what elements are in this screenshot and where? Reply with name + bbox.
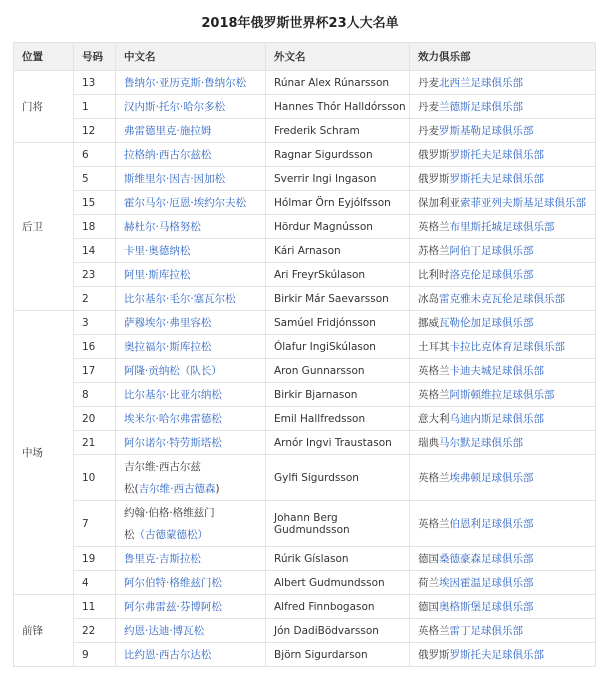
chinese-name-link[interactable]: 拉格纳·西古尔兹松 [116, 143, 266, 167]
club-country: 德国 [418, 553, 439, 565]
chinese-name-link[interactable]: 比尔基尔·比亚尔纳松 [116, 383, 266, 407]
foreign-name-cell: Rúrik Gíslason [266, 547, 410, 571]
club-cell [410, 407, 596, 431]
club-cell [410, 359, 596, 383]
table-row [14, 119, 596, 143]
club-cell [410, 643, 596, 667]
chinese-name-link[interactable]: 比尔基尔·毛尔·塞瓦尔松 [116, 287, 266, 311]
club-country: 土耳其 [418, 341, 450, 353]
foreign-name-cell: Rúnar Alex Rúnarsson [266, 71, 410, 95]
club-link[interactable]: 阿伯丁足球俱乐部 [449, 245, 534, 257]
club-link[interactable]: 卡拉比克体育足球俱乐部 [449, 341, 565, 353]
club-country: 瑞典 [418, 437, 439, 449]
foreign-name-cell: Gylfi Sigurdsson [266, 455, 410, 501]
foreign-name-cell: Emil Hallfredsson [266, 407, 410, 431]
club-country: 荷兰 [418, 577, 439, 589]
club-cell [410, 119, 596, 143]
club-country: 丹麦 [418, 125, 439, 137]
chinese-name-link[interactable]: 鲁纳尔·亚历克斯·鲁纳尔松 [116, 71, 266, 95]
club-link[interactable]: 奥格斯堡足球俱乐部 [439, 601, 534, 613]
chinese-name-cell [116, 501, 266, 547]
chinese-name-link[interactable]: 比约恩·西古尔达松 [116, 643, 266, 667]
foreign-name-cell: Frederik Schram [266, 119, 410, 143]
club-cell [410, 501, 596, 547]
club-cell [410, 239, 596, 263]
club-link[interactable]: 罗斯托夫足球俱乐部 [449, 173, 544, 185]
club-country: 挪威 [418, 317, 439, 329]
foreign-name-cell: Alfred Finnbogason [266, 595, 410, 619]
club-country: 冰岛 [418, 293, 439, 305]
club-link[interactable]: 洛克伦足球俱乐部 [449, 269, 534, 281]
table-row [14, 619, 596, 643]
chinese-name-link[interactable]: 阿尔弗雷兹·芬博阿松 [116, 595, 266, 619]
number-cell: 23 [74, 263, 116, 287]
position-cell: 门将 [14, 71, 74, 143]
club-country: 丹麦 [418, 101, 439, 113]
foreign-name-cell: Kári Arnason [266, 239, 410, 263]
position-cell: 后卫 [14, 143, 74, 311]
club-link[interactable]: 乌迪内斯足球俱乐部 [449, 413, 544, 425]
foreign-name-cell: Arnór Ingvi Traustason [266, 431, 410, 455]
table-row [14, 239, 596, 263]
club-link[interactable]: 马尔默足球俱乐部 [439, 437, 523, 449]
number-cell: 21 [74, 431, 116, 455]
foreign-name-cell: Aron Gunnarsson [266, 359, 410, 383]
position-cell: 中场 [14, 311, 74, 595]
club-country: 英格兰 [418, 472, 450, 484]
club-cell [410, 311, 596, 335]
table-row [14, 263, 596, 287]
club-link[interactable]: 埃弗顿足球俱乐部 [449, 472, 534, 484]
club-cell [410, 287, 596, 311]
roster-table [13, 42, 596, 667]
foreign-name-cell: Birkir Már Saevarsson [266, 287, 410, 311]
chinese-name-text: 松 [124, 528, 135, 541]
table-row [14, 455, 596, 501]
club-link[interactable]: 伯恩利足球俱乐部 [449, 518, 534, 530]
number-cell: 19 [74, 547, 116, 571]
column-header-number: 号码 [74, 43, 116, 71]
chinese-name-text: 吉尔维·西古尔兹 [124, 460, 201, 473]
foreign-name-cell: Ólafur IngiSkúlason [266, 335, 410, 359]
club-cell [410, 571, 596, 595]
club-country: 俄罗斯 [418, 649, 450, 661]
column-header-position: 位置 [14, 43, 74, 71]
club-cell [410, 215, 596, 239]
club-country: 英格兰 [418, 625, 450, 637]
chinese-name-link[interactable]: 鲁里克·吉斯拉松 [116, 547, 266, 571]
chinese-name-link[interactable]: 吉尔维·西古德森 [138, 482, 216, 495]
club-link[interactable]: 雷丁足球俱乐部 [449, 625, 523, 637]
header-row [14, 43, 596, 71]
club-country: 英格兰 [418, 221, 450, 233]
foreign-name-cell: Ari FreyrSkúlason [266, 263, 410, 287]
chinese-name-link[interactable]: 汉内斯·托尔·哈尔多松 [116, 95, 266, 119]
column-header-club: 效力俱乐部 [410, 43, 596, 71]
number-cell: 7 [74, 501, 116, 547]
club-link[interactable]: 雷克雅未克瓦伦足球俱乐部 [439, 293, 565, 305]
table-row [14, 215, 596, 239]
number-cell: 18 [74, 215, 116, 239]
club-link[interactable]: 布里斯托城足球俱乐部 [449, 221, 555, 233]
club-cell [410, 263, 596, 287]
club-cell [410, 431, 596, 455]
number-cell: 11 [74, 595, 116, 619]
club-cell [410, 547, 596, 571]
club-cell [410, 191, 596, 215]
club-cell [410, 71, 596, 95]
foreign-name-cell: Johann Berg Gudmundsson [266, 501, 410, 547]
number-cell: 16 [74, 335, 116, 359]
club-country: 丹麦 [418, 77, 439, 89]
position-cell: 前锋 [14, 595, 74, 667]
club-cell [410, 383, 596, 407]
club-country: 苏格兰 [418, 245, 450, 257]
foreign-name-cell: Björn Sigurdarson [266, 643, 410, 667]
club-country: 英格兰 [418, 365, 450, 377]
chinese-name-link[interactable]: 阿隆·贡纳松（队长） [116, 359, 266, 383]
foreign-name-cell: Hannes Thór Halldórsson [266, 95, 410, 119]
table-row [14, 571, 596, 595]
club-country: 英格兰 [418, 518, 450, 530]
club-link[interactable]: 埃因霍温足球俱乐部 [439, 577, 534, 589]
chinese-name-link[interactable]: 弗雷德里克·施拉姆 [116, 119, 266, 143]
number-cell: 13 [74, 71, 116, 95]
table-row [14, 359, 596, 383]
club-link[interactable]: 索菲亚列夫斯基足球俱乐部 [460, 197, 586, 209]
chinese-name-link[interactable]: 阿尔诺尔·特劳斯塔松 [116, 431, 266, 455]
number-cell: 22 [74, 619, 116, 643]
chinese-name-cell [116, 455, 266, 501]
chinese-name-link[interactable]: 斯维里尔·因吉·因加松 [116, 167, 266, 191]
club-cell [410, 595, 596, 619]
table-row [14, 407, 596, 431]
chinese-name-link[interactable]: 赫杜尔·马格努松 [116, 215, 266, 239]
club-link[interactable]: 罗斯托夫足球俱乐部 [449, 649, 544, 661]
foreign-name-cell: Ragnar Sigurdsson [266, 143, 410, 167]
foreign-name-cell: Sverrir Ingi Ingason [266, 167, 410, 191]
club-cell [410, 455, 596, 501]
number-cell: 5 [74, 167, 116, 191]
table-row [14, 335, 596, 359]
club-cell [410, 335, 596, 359]
number-cell: 3 [74, 311, 116, 335]
foreign-name-cell: Birkir Bjarnason [266, 383, 410, 407]
club-country: 俄罗斯 [418, 173, 450, 185]
foreign-name-cell: Jón DadiBödvarsson [266, 619, 410, 643]
foreign-name-cell: Hólmar Örn Eyjólfsson [266, 191, 410, 215]
number-cell: 14 [74, 239, 116, 263]
club-country: 德国 [418, 601, 439, 613]
number-cell: 6 [74, 143, 116, 167]
chinese-name-link[interactable]: 卡里·奥德纳松 [116, 239, 266, 263]
table-row [14, 501, 596, 547]
chinese-name-link[interactable]: 阿尔伯特·格维兹门松 [116, 571, 266, 595]
table-row [14, 287, 596, 311]
table-row [14, 547, 596, 571]
table-row [14, 71, 596, 95]
table-row [14, 643, 596, 667]
club-link[interactable]: 罗斯基勒足球俱乐部 [439, 125, 534, 137]
club-country: 比利时 [418, 269, 450, 281]
club-country: 俄罗斯 [418, 149, 450, 161]
club-cell [410, 95, 596, 119]
club-link[interactable]: 卡迪夫城足球俱乐部 [449, 365, 544, 377]
number-cell: 2 [74, 287, 116, 311]
page-title: 2018年俄罗斯世界杯23人大名单 [201, 16, 399, 31]
chinese-name-link[interactable]: 萨穆埃尔·弗里容松 [116, 311, 266, 335]
column-header-chinese-name: 中文名 [116, 43, 266, 71]
club-country: 英格兰 [418, 389, 450, 401]
number-cell: 20 [74, 407, 116, 431]
number-cell: 12 [74, 119, 116, 143]
chinese-name-link[interactable]: 奥拉福尔·斯库拉松 [116, 335, 266, 359]
chinese-name-link[interactable]: 埃米尔·哈尔弗雷德松 [116, 407, 266, 431]
number-cell: 15 [74, 191, 116, 215]
club-cell [410, 143, 596, 167]
club-link[interactable]: 阿斯顿维拉足球俱乐部 [449, 389, 555, 401]
number-cell: 1 [74, 95, 116, 119]
club-country: 保加利亚 [418, 197, 460, 209]
chinese-name-link[interactable]: 霍尔马尔·厄恩·埃约尔夫松 [116, 191, 266, 215]
table-row [14, 95, 596, 119]
table-row [14, 311, 596, 335]
club-link[interactable]: 兰德斯足球俱乐部 [439, 101, 523, 113]
number-cell: 10 [74, 455, 116, 501]
foreign-name-cell: Albert Gudmundsson [266, 571, 410, 595]
club-link[interactable]: 瓦勒伦加足球俱乐部 [439, 317, 534, 329]
chinese-name-link[interactable]: （古德蒙德松） [134, 528, 208, 541]
chinese-name-text: 约翰·伯格·格维兹门 [124, 506, 215, 519]
number-cell: 4 [74, 571, 116, 595]
chinese-name-text: ) [215, 482, 220, 495]
column-header-foreign-name: 外文名 [266, 43, 410, 71]
table-row [14, 595, 596, 619]
table-row [14, 191, 596, 215]
chinese-name-link[interactable]: 约恩·达迪·博瓦松 [116, 619, 266, 643]
number-cell: 9 [74, 643, 116, 667]
number-cell: 8 [74, 383, 116, 407]
chinese-name-link[interactable]: 阿里·斯库拉松 [116, 263, 266, 287]
table-row [14, 383, 596, 407]
club-link[interactable]: 罗斯托夫足球俱乐部 [449, 149, 544, 161]
table-row [14, 143, 596, 167]
chinese-name-text: 松( [124, 482, 139, 495]
table-row [14, 431, 596, 455]
club-country: 意大利 [418, 413, 450, 425]
club-cell [410, 167, 596, 191]
club-link[interactable]: 桑德豪森足球俱乐部 [439, 553, 534, 565]
club-link[interactable]: 北西兰足球俱乐部 [439, 77, 523, 89]
club-cell [410, 619, 596, 643]
foreign-name-cell: Hördur Magnússon [266, 215, 410, 239]
foreign-name-cell: Samúel Fridjónsson [266, 311, 410, 335]
number-cell: 17 [74, 359, 116, 383]
table-row [14, 167, 596, 191]
